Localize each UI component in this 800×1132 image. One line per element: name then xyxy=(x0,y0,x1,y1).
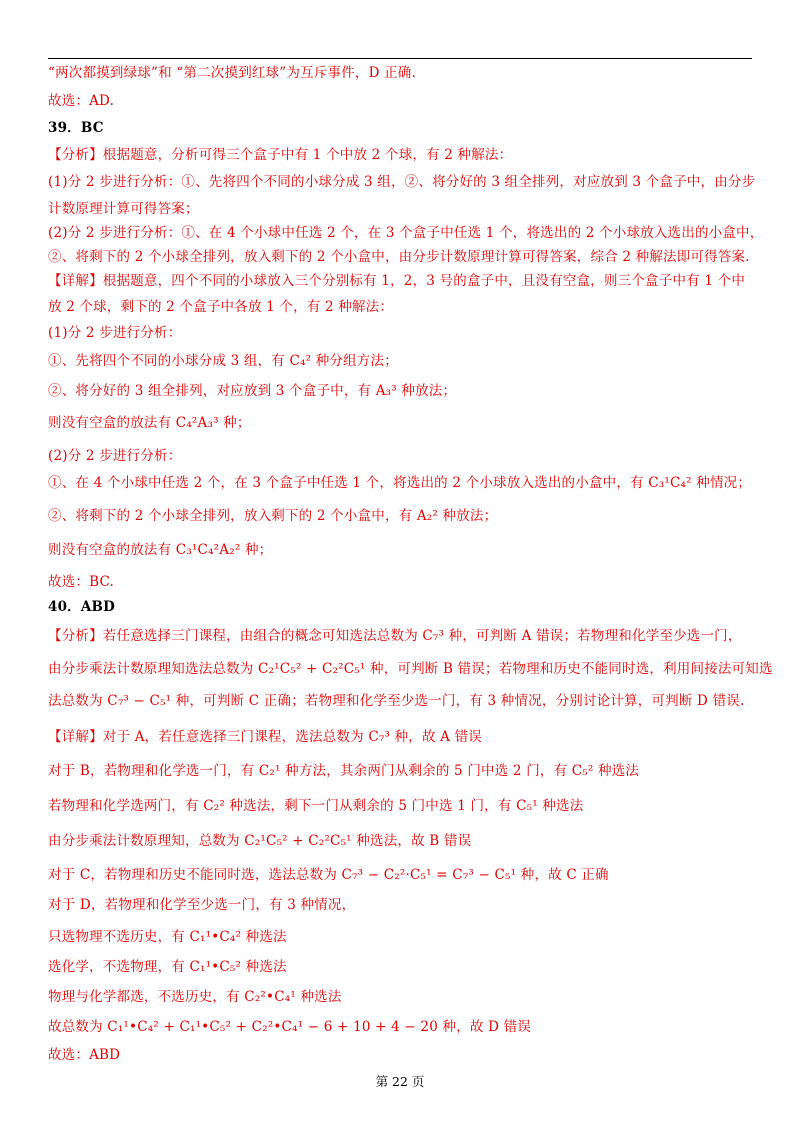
text-line: 【详解】根据题意，四个不同的小球放入三个分别标有 1，2，3 号的盒子中，且没有空盒，则三个盒子中有 1 个中 xyxy=(48,273,746,289)
text-line: 选化学，不选物理，有 C₁¹•C₅² 种选法 xyxy=(48,959,287,975)
text-line: 40．ABD xyxy=(48,599,116,615)
text-line: ②、将剩下的 2 个小球全排列，放入剩下的 2 个小盒中，有 A₂² 种放法； xyxy=(48,508,498,524)
text-line: ②、将分好的 3 组全排列，对应放到 3 个盒子中，有 A₃³ 种放法； xyxy=(48,383,457,399)
text-line: 放 2 个球，剩下的 2 个盒子中各放 1 个，有 2 种解法： xyxy=(48,299,394,315)
text-line: ①、在 4 个小球中任选 2 个，在 3 个盒子中任选 1 个，将选出的 2 个小球放入选出的小盒中，有 C₃¹C₄² 种情况； xyxy=(48,475,752,491)
text-line: 对于 C，若物理和历史不能同时选，选法总数为 C₇³ − C₂²·C₅¹ = C₇³ − C₅¹ 种，故 C 正确 xyxy=(48,867,609,883)
page-number: 第 22 页 xyxy=(375,1074,425,1089)
text-line: 由分步乘法计数原理知选法总数为 C₂¹C₅² + C₂²C₅¹ 种，可判断 B 错误；若物理和历史不能同时选，利用间接法可知选 xyxy=(48,661,773,677)
text-line: 物理与化学都选，不选历史，有 C₂²•C₄¹ 种选法 xyxy=(48,989,342,1005)
text-line: (1)分 2 步进行分析： xyxy=(48,325,182,341)
text-line: 【分析】若任意选择三门课程，由组合的概念可知选法总数为 C₇³ 种，可判断 A 错误；若物理和化学至少选一门， xyxy=(48,628,742,644)
text-line: 只选物理不选历史，有 C₁¹•C₄² 种选法 xyxy=(48,929,287,945)
text-line: “两次都摸到绿球”和 “第二次摸到红球”为互斥事件，D 正确. xyxy=(48,65,417,81)
text-line: (2)分 2 步进行分析：①、在 4 个小球中任选 2 个，在 3 个盒子中任选 1 个，将选出的 2 个小球放入选出的小盒中， xyxy=(48,225,764,241)
text-line: 故选：AD. xyxy=(48,93,115,109)
text-line: 计数原理计算可得答案； xyxy=(48,201,199,217)
text-line: 39．BC xyxy=(48,120,104,136)
text-line: 【分析】根据题意，分析可得三个盒子中有 1 个中放 2 个球，有 2 种解法： xyxy=(48,147,513,163)
text-line: 对于 B，若物理和化学选一门，有 C₂¹ 种方法，其余两门从剩余的 5 门中选 2 门，有 C₅² 种选法 xyxy=(48,763,640,779)
header-rule xyxy=(48,58,752,59)
text-line: ①、先将四个不同的小球分成 3 组，有 C₄² 种分组方法； xyxy=(48,353,398,369)
text-line: 故总数为 C₁¹•C₄² + C₁¹•C₅² + C₂²•C₄¹ − 6 + 10 + 4 − 20 种，故 D 错误 xyxy=(48,1019,531,1035)
text-line: 则没有空盒的放法有 C₃¹C₄²A₂² 种； xyxy=(48,542,273,558)
text-line: (2)分 2 步进行分析： xyxy=(48,448,182,464)
text-line: 法总数为 C₇³ − C₅¹ 种，可判断 C 正确；若物理和化学至少选一门，有 3 种情况，分别讨论计算，可判断 D 错误. xyxy=(48,693,745,709)
text-line: 由分步乘法计数原理知，总数为 C₂¹C₅² + C₂²C₅¹ 种选法，故 B 错误 xyxy=(48,833,472,849)
text-line: (1)分 2 步进行分析：①、先将四个不同的小球分成 3 组，②、将分好的 3 组全排列，对应放到 3 个盒子中，由分步 xyxy=(48,174,756,190)
text-line: 故选：BC. xyxy=(48,574,115,590)
text-line: 若物理和化学选两门，有 C₂² 种选法，剩下一门从剩余的 5 门中选 1 门，有 C₅¹ 种选法 xyxy=(48,798,584,814)
text-line: 则没有空盒的放法有 C₄²A₃³ 种； xyxy=(48,415,251,431)
text-line: ②、将剩下的 2 个小球全排列，放入剩下的 2 个小盒中，由分步计数原理计算可得答案，综合 2 种解法即可得答案. xyxy=(48,249,750,265)
text-line: 对于 D，若物理和化学至少选一门，有 3 种情况， xyxy=(48,897,356,913)
text-line: 【详解】对于 A，若任意选择三门课程，选法总数为 C₇³ 种，故 A 错误 xyxy=(48,729,483,745)
text-line: 故选：ABD xyxy=(48,1047,121,1063)
